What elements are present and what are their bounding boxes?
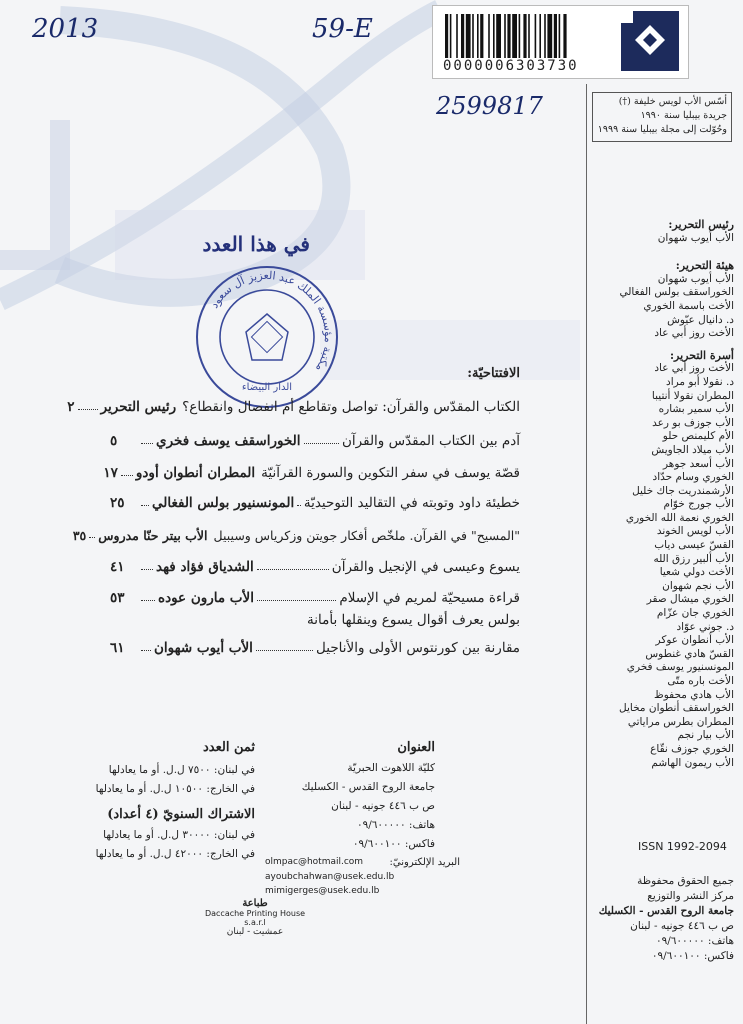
toc-entry-title: آدم بين الكتاب المقدّس والقرآن (342, 433, 520, 449)
subscription-line: في الخارج: ٤٢٠٠٠ ل.ل. أو ما يعادلها (95, 848, 255, 860)
family-member: الأخت باره متّى (667, 675, 734, 687)
family-member: الأب أنطوان عوكر (655, 634, 734, 647)
toc-entry-author: الخوراسقف يوسف فخري (156, 433, 301, 449)
board-member: الأب أيوب شهوان (657, 272, 734, 285)
family-member: الأب ميلاد الجاويش (651, 443, 734, 456)
stamp-ring-text: مكتبة مؤسسة الملك عبد العزيز آل سعود (207, 268, 336, 375)
family-member: الأخت روز أبي عاد (654, 362, 734, 375)
founder-line: أسّس الأب لويس خليفة (†) (618, 96, 727, 107)
family-member: القسّ هادي غنطوس (645, 647, 734, 660)
toc-entry-title: "المسيح" في القرآن. ملخّص أفكار جويتن وزكرياس وسيبيل (213, 528, 520, 543)
stamp-bottom-text: الدار البيضاء (241, 382, 293, 393)
subscription-line: في لبنان: ٣٠٠٠٠ ل.ل. أو ما يعادلها (103, 829, 255, 841)
address-line: كليّة اللاهوت الحبريّة (347, 762, 435, 774)
address-line: جامعة الروح القدس - الكسليك (301, 781, 435, 793)
family-member: الخوري ميشال صقر (646, 593, 734, 606)
rights-line: فاكس: ٠٩/٦٠٠١٠٠ (651, 950, 734, 962)
toc-entry-title: الكتاب المقدّس والقرآن: تواصل وتقاطع أم انفصال وانقطاع؟ (182, 399, 520, 415)
family-member: القسّ عيسى دياب (654, 539, 734, 552)
family-member: الأب ريمون الهاشم (651, 756, 734, 769)
editor-name: الأب أيوب شهوان (657, 231, 734, 244)
email-list (265, 855, 394, 899)
email-link[interactable]: mimigerges@usek.edu.lb (265, 886, 380, 896)
library-logo-icon (621, 11, 679, 71)
library-stamp (192, 262, 342, 412)
toc-entry-page: ٥٣ (110, 590, 125, 606)
family-member: الأب لويس الخوند (656, 525, 734, 538)
toc-entry-page: ٥ (110, 433, 118, 449)
printer-name: Daccache Printing House s.a.r.l (204, 909, 306, 927)
price-heading: ثمن العدد (202, 740, 255, 755)
address-heading: العنوان (397, 740, 435, 755)
family-member: الأرشمندريت جاك خليل (632, 484, 734, 497)
toc-entry-author: الأب أيوب شهوان (154, 640, 253, 656)
toc-entry-title: قراءة مسيحيّة لمريم في الإسلام (339, 590, 520, 606)
founder-line: وحُوّلت إلى مجلة بيبليا سنة ١٩٩٩ (597, 124, 727, 135)
family-member: الأب سمير بشاره (658, 403, 734, 416)
rights-line: جميع الحقوق محفوظة (637, 875, 734, 887)
rights-block (594, 874, 734, 964)
rights-line: مركز النشر والتوزيع (647, 890, 734, 902)
handwritten-year: 2013 (32, 14, 99, 44)
toc-entry (110, 425, 520, 449)
address-line: ص ب ٤٤٦ جونيه - لبنان (331, 800, 435, 812)
price-line: في الخارج: ١٠٥٠٠ ل.ل. أو ما يعادلها (95, 783, 255, 795)
rights-line: جامعة الروح القدس - الكسليك (598, 905, 734, 917)
family-member: الأخت دولي شعيا (659, 566, 734, 579)
toc-entry (110, 487, 520, 511)
family-member: الخوري وسام حدّاد (652, 471, 734, 484)
subscription-heading: الاشتراك السنويّ (٤ أعداد) (107, 807, 255, 822)
barcode-digits: 0000006303730 (443, 58, 579, 74)
toc-entry-author: رئيس التحرير (100, 399, 177, 415)
address-block (300, 740, 435, 854)
issn: ISSN 1992-2094 (638, 840, 727, 853)
toc-entry-author: المطران أنطوان أودو (135, 465, 256, 481)
toc-entry-title: قصّة يوسف في سفر التكوين والسورة القرآنيّة (261, 465, 520, 481)
toc-entry (103, 457, 520, 481)
family-member: د. جوني عوّاد (676, 620, 734, 633)
toc-entry-page: ٦١ (110, 640, 125, 656)
email-link[interactable]: ayoubchahwan@usek.edu.lb (265, 871, 395, 882)
family-member: الخوري جوزف نقّاع (650, 742, 734, 755)
toc-entry (110, 582, 520, 606)
toc-entry-author: الأب بيتر حنّا مدروس (98, 528, 208, 543)
family-member: المطران نقولا أنتيبا (651, 389, 734, 402)
toc-entry (67, 391, 520, 415)
barcode-label (432, 5, 689, 79)
rights-line: هاتف: ٠٩/٦٠٠٠٠٠ (655, 935, 734, 947)
toc-last-entry-line1: بولس يعرف أقوال يسوع وينقلها بأمانة (307, 612, 520, 628)
toc-entry (72, 519, 520, 543)
printer-location: عمشيت - لبنان (226, 927, 284, 937)
family-member: الأب بيار نجم (677, 729, 734, 742)
family-member: الأب ألبير رزق الله (653, 552, 734, 565)
board-member: الأخت باسمة الخوري (643, 299, 734, 312)
family-member: الأب أسعد جوهر (662, 457, 734, 470)
family-member: الخوراسقف أنطوان مخايل (619, 702, 734, 715)
printing-block (200, 898, 310, 937)
toc-entry-page: ٢ (67, 399, 75, 415)
barcode-bars (445, 14, 615, 58)
toc-entry-author: الأب مارون عوده (158, 590, 254, 606)
toc-entry-page: ٢٥ (110, 495, 125, 511)
toc-entry-title: خطيئة داود وتوبته في التقاليد التوحيديّة (303, 495, 520, 511)
email-label: البريد الإلكترونيّ: (389, 857, 460, 868)
rights-line: ص ب ٤٤٦ جونيه - لبنان (630, 920, 734, 932)
family-member: المونسنيور يوسف فخري (626, 661, 734, 674)
board-member: الخوراسقف بولس الفغالي (619, 286, 734, 299)
price-line: في لبنان: ٧٥٠٠ ل.ل. أو ما يعادلها (108, 764, 255, 776)
toc-entry (110, 632, 520, 656)
price-block (80, 740, 255, 864)
column-divider (586, 84, 587, 1024)
toc-entry-page: ٣٥ (72, 528, 87, 543)
handwritten-shelf-mark: 59-E (312, 14, 373, 44)
toc-entry-page: ١٧ (103, 465, 118, 481)
founder-line: جريدة بيبليا سنة ١٩٩٠ (640, 110, 727, 121)
board-member: الأخت روز أبي عاد (654, 327, 734, 340)
address-line: فاكس: ٠٩/٦٠٠١٠٠ (352, 838, 435, 850)
family-member: الخوري جان عزّام (656, 607, 734, 620)
family-member: المطران بطرس مراياتي (627, 715, 734, 728)
family-member: الخوري نعمة الله الخوري (625, 511, 734, 524)
toc-section-label: الافتتاحيّة: (467, 366, 520, 381)
founder-box (592, 92, 732, 142)
family-member: د. نقولا أبو مراد (666, 375, 734, 388)
board-member: د. دانيال عيّوش (667, 313, 734, 326)
family-member: الأب نجم شهوان (662, 579, 734, 592)
sidebar (594, 218, 734, 770)
family-member: الأب هادي محفوظ (654, 688, 734, 701)
contents-heading: في هذا العدد (202, 232, 310, 256)
email-link[interactable]: olmpac@hotmail.com (265, 857, 364, 867)
toc-entry-title: مقارنة بين كورنتوس الأولى والأناجيل (316, 640, 520, 656)
family-member: الأب جورج خوّام (663, 498, 734, 511)
family-member: الأب جوزف بو رعد (652, 416, 734, 429)
toc-entry-author: الشدياق فؤاد فهد (156, 559, 254, 575)
toc-entry-page: ٤١ (110, 559, 125, 575)
toc-entry-title: يسوع وعيسى في الإنجيل والقرآن (331, 559, 520, 575)
svg-text:مكتبة مؤسسة الملك عبد العزيز آ (208, 269, 336, 374)
handwritten-accession-number: 2599817 (436, 92, 543, 120)
address-line: هاتف: ٠٩/٦٠٠٠٠٠ (356, 819, 435, 831)
toc-entry-author: المونسنيور بولس الفغالي (152, 495, 295, 511)
family-member: الأم كليمنص حلو (662, 430, 734, 443)
editor-heading: رئيس التحرير: (668, 218, 734, 231)
board-heading: هيئة التحرير: (675, 259, 734, 273)
printing-heading: طباعة (242, 898, 268, 909)
toc-entry (110, 551, 520, 575)
family-heading: أسرة التحرير: (669, 348, 734, 362)
